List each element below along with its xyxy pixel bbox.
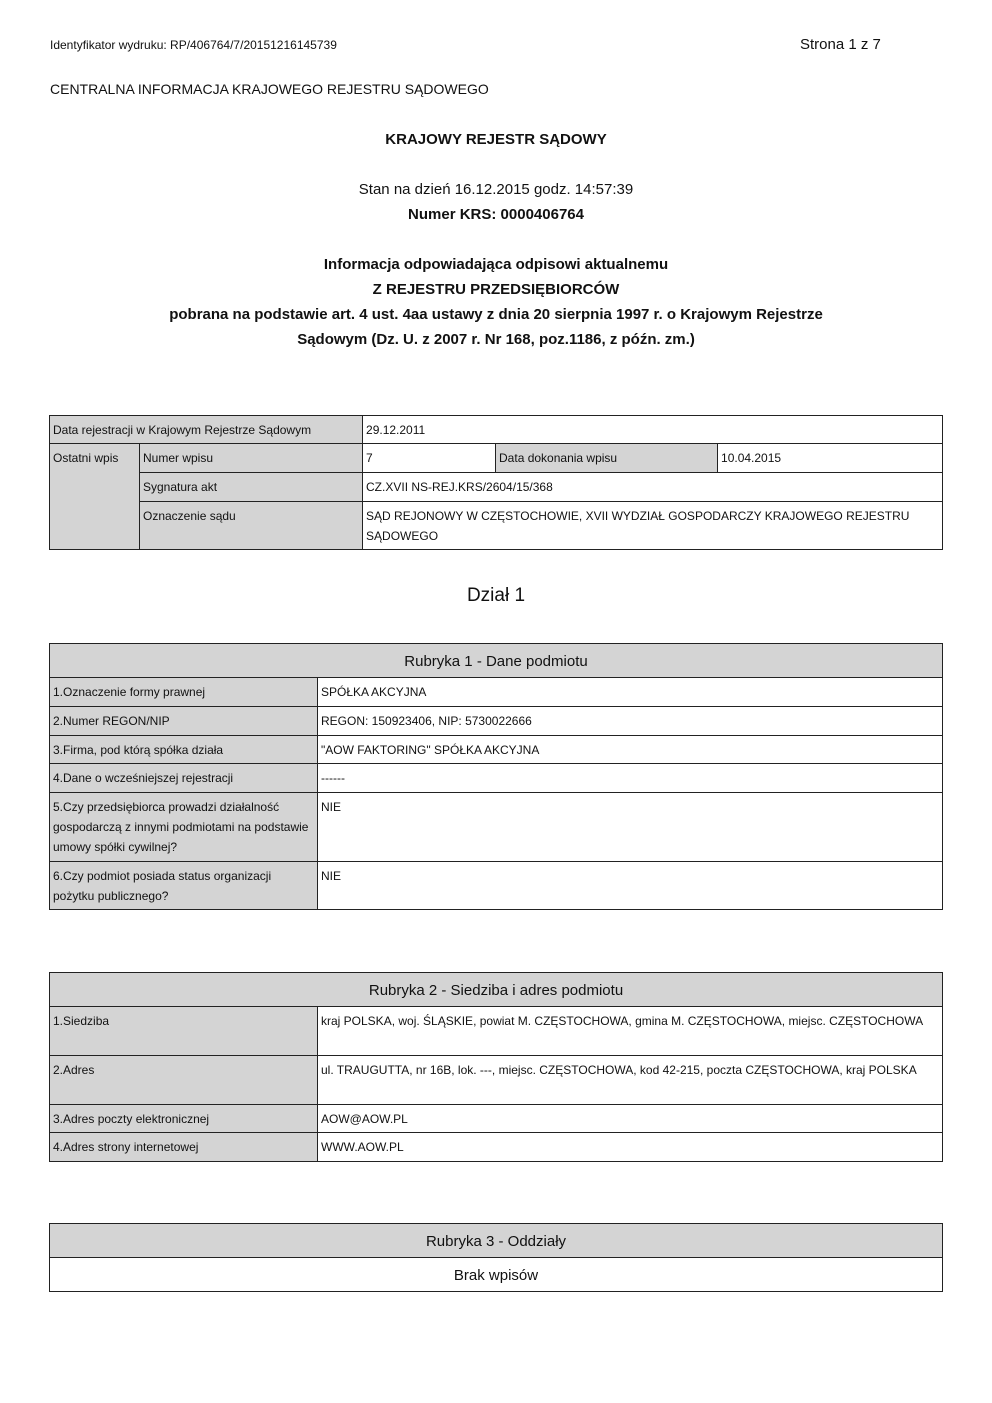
reg-date-label: Data rejestracji w Krajowym Rejestrze Sądowym xyxy=(50,416,363,444)
table-row-label: 2.Numer REGON/NIP xyxy=(50,707,318,736)
last-entry-label: Ostatni wpis xyxy=(50,444,140,550)
table-row-label: 2.Adres xyxy=(50,1056,318,1105)
table-row-value: NIE xyxy=(318,862,943,910)
signature-label: Sygnatura akt xyxy=(140,473,363,502)
email-value: AOW@AOW.PL xyxy=(318,1105,943,1133)
info-line-2: Z REJESTRU PRZEDSIĘBIORCÓW xyxy=(372,281,620,298)
reg-date-value: 29.12.2011 xyxy=(363,416,943,444)
signature-value: CZ.XVII NS-REJ.KRS/2604/15/368 xyxy=(363,473,943,502)
table-row-label: 4.Adres strony internetowej xyxy=(50,1133,318,1162)
table-row-label: 6.Czy podmiot posiada status organizacji pożytku publicznego? xyxy=(50,862,318,910)
rubric-2-table xyxy=(49,972,943,1162)
section-title: Dział 1 xyxy=(466,585,526,606)
entry-number-label: Numer wpisu xyxy=(140,444,363,473)
info-line-4: Sądowym (Dz. U. z 2007 r. Nr 168, poz.1186, z późn. zm.) xyxy=(297,331,695,348)
table-row-label: 3.Adres poczty elektronicznej xyxy=(50,1105,318,1133)
table-row-label: 1.Oznaczenie formy prawnej xyxy=(50,678,318,707)
entry-number-value: 7 xyxy=(363,444,496,473)
rubric-1-table xyxy=(49,643,943,910)
registration-table xyxy=(49,415,943,550)
court-label: Oznaczenie sądu xyxy=(140,502,363,550)
rubric-2-title: Rubryka 2 - Siedziba i adres podmiotu xyxy=(50,973,943,1007)
state-date: Stan na dzień 16.12.2015 godz. 14:57:39 xyxy=(358,181,634,198)
table-row-value: REGON: 150923406, NIP: 5730022666 xyxy=(318,707,943,736)
table-row-value: kraj POLSKA, woj. ŚLĄSKIE, powiat M. CZĘSTOCHOWA, gmina M. CZĘSTOCHOWA, miejsc. CZĘSTOCHOWA xyxy=(318,1007,943,1056)
krs-number: Numer KRS: 0000406764 xyxy=(408,206,584,223)
court-value: SĄD REJONOWY W CZĘSTOCHOWIE, XVII WYDZIAŁ GOSPODARCZY KRAJOWEGO REJESTRU SĄDOWEGO xyxy=(363,502,943,550)
print-identifier: Identyfikator wydruku: RP/406764/7/20151216145739 xyxy=(50,38,337,52)
rubric-3-table xyxy=(49,1223,943,1292)
table-row-label: 5.Czy przedsiębiorca prowadzi działalność gospodarczą z innymi podmiotami na podstawie umowy spółki cywilnej? xyxy=(50,793,318,862)
table-row-value: NIE xyxy=(318,793,943,862)
entry-date-label: Data dokonania wpisu xyxy=(496,444,718,473)
rubric-3-title: Rubryka 3 - Oddziały xyxy=(50,1224,943,1258)
website-value: WWW.AOW.PL xyxy=(318,1133,943,1162)
table-row-value: ul. TRAUGUTTA, nr 16B, lok. ---, miejsc. CZĘSTOCHOWA, kod 42-215, poczta CZĘSTOCHOWA, kraj POLSKA xyxy=(318,1056,943,1105)
table-row-label: 3.Firma, pod którą spółka działa xyxy=(50,736,318,764)
table-row-label: 1.Siedziba xyxy=(50,1007,318,1056)
entry-date-value: 10.04.2015 xyxy=(718,444,943,473)
info-line-1: Informacja odpowiadająca odpisowi aktualnemu xyxy=(323,256,669,273)
table-row-value: "AOW FAKTORING" SPÓŁKA AKCYJNA xyxy=(318,736,943,764)
table-row-value: SPÓŁKA AKCYJNA xyxy=(318,678,943,707)
info-line-3: pobrana na podstawie art. 4 ust. 4aa ustawy z dnia 20 sierpnia 1997 r. o Krajowym Rejestrze xyxy=(169,306,823,323)
table-row-label: 4.Dane o wcześniejszej rejestracji xyxy=(50,764,318,793)
page-number: Strona 1 z 7 xyxy=(800,36,881,53)
table-row-value: ------ xyxy=(318,764,943,793)
rubric-1-title: Rubryka 1 - Dane podmiotu xyxy=(50,644,943,678)
empty-entries-text: Brak wpisów xyxy=(50,1258,943,1292)
registry-title: KRAJOWY REJESTR SĄDOWY xyxy=(385,131,607,148)
institution-name: CENTRALNA INFORMACJA KRAJOWEGO REJESTRU SĄDOWEGO xyxy=(50,81,489,97)
